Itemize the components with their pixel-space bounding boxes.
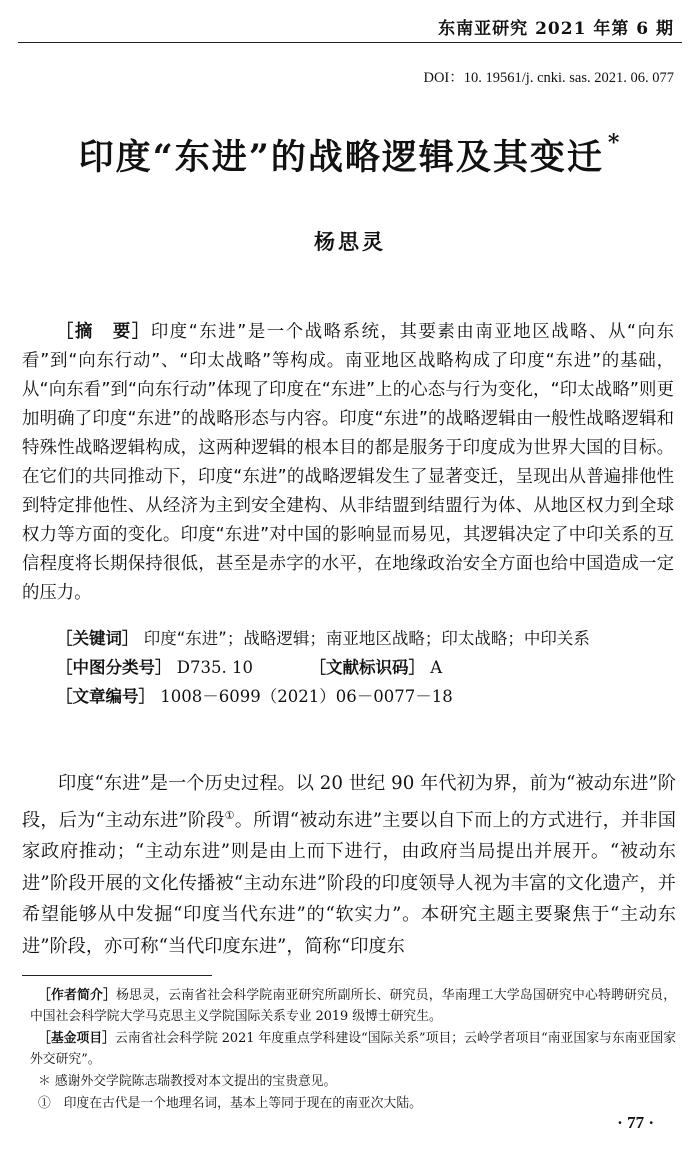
footnote-ref-1: ① (224, 808, 235, 822)
footnote-fund-text: 云南省社会科学院 2021 年度重点学科建设“国际关系”项目；云岭学者项目“南亚国家与东南亚国家外交研究”。 (30, 1031, 676, 1067)
footnote-author-text: 杨思灵，云南省社会科学院南亚研究所副所长、研究员，华南理工大学岛国研究中心特聘研究员，中国社会科学院大学马克思主义学院国际关系专业 2019 级博士研究生。 (30, 988, 677, 1024)
footnotes (30, 985, 676, 1115)
running-head: 东南亚研究 2021 年第 6 期 (438, 19, 674, 39)
doc-code-value: A (430, 658, 443, 677)
body-paragraph (22, 768, 676, 963)
keywords-text: 印度“东进”；战略逻辑；南亚地区战略；印太战略；中印关系 (143, 629, 590, 648)
header-rule (18, 42, 682, 43)
clc-label: ［中图分类号］ (56, 658, 172, 677)
clc-value: D735. 10 (176, 658, 253, 677)
keywords (56, 626, 590, 652)
article-title-text: 印度“东进”的战略逻辑及其变迁 (78, 137, 604, 178)
keywords-label: ［关键词］ (56, 629, 139, 648)
footnote-fund (30, 1028, 676, 1070)
footnote-author (30, 985, 676, 1027)
article-id-label: ［文章编号］ (56, 687, 155, 706)
author-name: 杨思灵 (314, 229, 386, 254)
article-id-value: 1008－6099（2021）06－0077－18 (160, 687, 453, 706)
article-id-line (56, 684, 453, 710)
doi: DOI：10. 19561/j. cnki. sas. 2021. 06. 077 (423, 70, 674, 86)
body-text-before-note: 印度“东进”是一个历史过程。以 20 世纪 90 年代初为界，前为“被动东进”阶段，后为“主动东进”阶段 (22, 773, 676, 831)
title-footnote-mark: * (607, 130, 622, 157)
abstract-text: 印度“东进”是一个战略系统，其要素由南亚地区战略、从“向东看”到“向东行动”、“印太战略”等构成。南亚地区战略构成了印度“东进”的基础，从“向东看”到“向东行动”体现了印度在“东进”上的心态与行为变化，“印太战略”则更加明确了印度“东进”的战略形态与内容。印度“东进”的战略逻辑由一般性战略逻辑和特殊性战略逻辑构成，这两种逻辑的根本目的都是服务于印度成为世界大国的目标。在它们的共同推动下，印度“东进”的战略逻辑发生了显著变迁，呈现出从普遍排他性到特定排他性、从经济为主到安全建构、从非结盟到结盟行为体、从地区权力到全球权力等方面的变化。印度“东进”对中国的影响显而易见，其逻辑决定了中印关系的互信程度将长期保持很低，甚至是赤字的水平，在地缘政治安全方面也给中国造成一定的压力。 (22, 322, 674, 603)
article-title (0, 130, 700, 180)
abstract (22, 318, 674, 608)
footnote-thanks: ＊ 感谢外交学院陈志瑞教授对本文提出的宝贵意见。 (38, 1074, 337, 1089)
doc-code-label: ［文献标识码］ (309, 658, 425, 677)
page-number: · 77 · (617, 1113, 654, 1132)
body-text-after-note: 。所谓“被动东进”主要以自下而上的方式进行，并非国家政府推动；“主动东进”则是由上而下进行，由政府当局提出并展开。“被动东进”阶段开展的文化传播被“主动东进”阶段的印度领导人视为丰富的文化遗产，并希望能够从中发掘“印度当代东进”的“软实力”。本研究主题主要聚焦于“主动东进”阶段，亦可称“当代印度东进”，简称“印度东 (22, 809, 676, 958)
classification-line (56, 655, 442, 681)
footnote-fund-label: ［基金项目］ (38, 1031, 116, 1046)
footnote-rule (22, 975, 212, 976)
abstract-label: ［摘 要］ (56, 322, 151, 342)
footnote-1: ① 印度在古代是一个地理名词，基本上等同于现在的南亚次大陆。 (38, 1096, 422, 1111)
footnote-author-label: ［作者简介］ (38, 988, 117, 1003)
